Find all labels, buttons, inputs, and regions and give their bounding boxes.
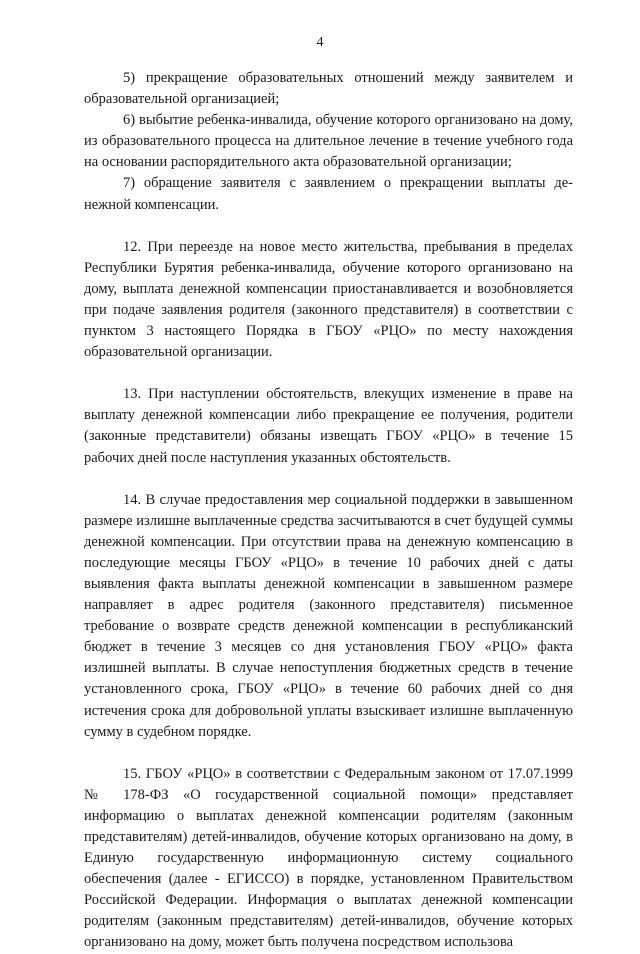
list-item-7: 7) обращение заявителя с заявлением о прекращении выплаты денежной компенсации. xyxy=(84,175,573,213)
page-number: 4 xyxy=(316,35,324,50)
paragraph-gap xyxy=(84,363,573,384)
section-12-paragraph: 12. При переезде на новое место жительства, пребывания в пределах Республики Бурятия ребенка-инвалида, обучение которого организовано на дому, выплата денежной компенсации приостанавливается и возобновляется при подаче заявления родителя (законного представителя) в соответствии с пунктом 3 настоящего Порядка в ГБОУ «РЦО» по месту нахождения образовательной организации. xyxy=(84,238,573,361)
paragraph-gap xyxy=(84,216,573,237)
section-13-paragraph: 13. При наступлении обстоятельств, влекущих изменение в праве на выплату денежной компенсации либо прекращение ее получения, родители (законные представители) обязаны извещать ГБОУ «РЦО» в течение 15 рабочих дней после наступления указанных обстоятельств. xyxy=(84,386,573,466)
list-item-5: 5) прекращение образовательных отношений между заявителем и образовательной организацией; xyxy=(84,70,573,108)
section-14-paragraph: 14. В случае предоставления мер социальной поддержки в завышенном размере излишне выплаченные средства засчитываются в счет будущей суммы денежной компенсации. При отсутствии права на денежную компенсацию в последующие месяцы ГБОУ «РЦО» в течение 10 рабочих дней с даты выявления факта выплаты денежной компенсации в завышенном размере направляет в адрес родителя (законного представителя) письменное требование о возврате средств денежной компенсации в республиканский бюджет в течение 3 месяцев со дня установления ГБОУ «РЦО» факта излишней выплаты. В случае непоступления бюджетных средств в течение установленного срока, ГБОУ «РЦО» в течение 60 рабочих дней со дня истечения срока для добровольной уплаты взыскивает излишне выплаченную сумму в судебном порядке. xyxy=(84,491,573,740)
paragraph-gap xyxy=(84,743,573,764)
section-15-paragraph: 15. ГБОУ «РЦО» в соответствии с Федеральным законом от 17.07.1999 № 178-ФЗ «О государственной социальной помощи» представляет информацию о выплатах денежной компенсации родителям (законным представителям) детей-инвалидов, обучение которых организовано на дому, в Единую государственную информационную систему социального обеспечения (далее - ЕГИССО) в порядке, установленном Правительством Российской Федерации. Информация о выплатах денежной компенсации родителям (законным представителям) детей-инвалидов, обучение которых организовано на дому, может быть получена посредством использова xyxy=(84,765,573,951)
document-body xyxy=(84,68,573,954)
paragraph-gap xyxy=(84,469,573,490)
list-item-6: 6) выбытие ребенка-инвалида, обучение которого организовано на дому, из образовательного процесса на длительное лечение в течение учебного года на основании распорядительного акта образовательной организации; xyxy=(84,112,573,171)
